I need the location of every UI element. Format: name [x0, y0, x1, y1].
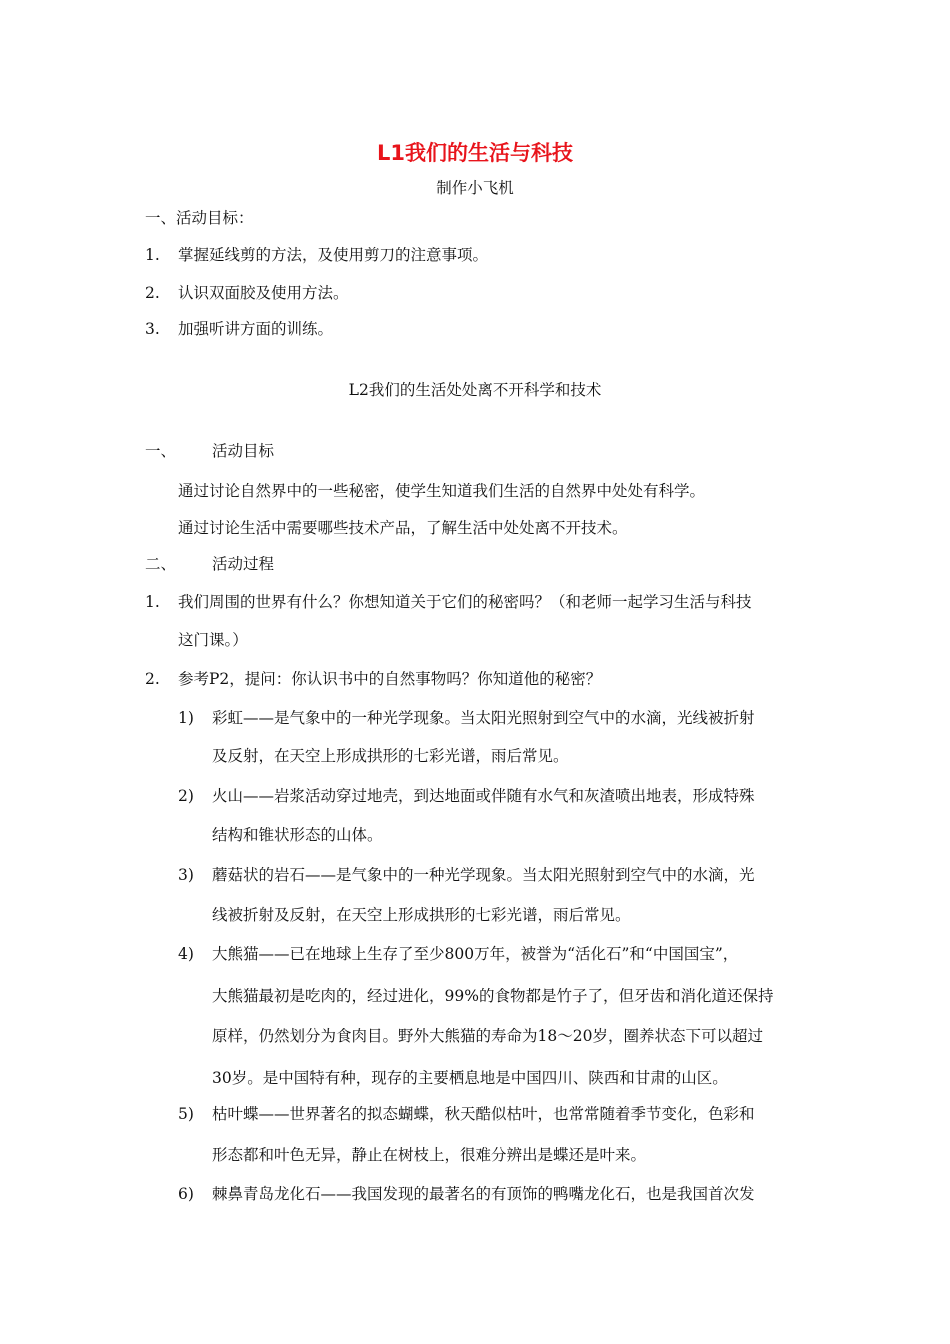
- section-heading: 活动过程: [212, 555, 275, 573]
- list-number: 2.: [145, 284, 160, 302]
- sublist-number: 5): [178, 1105, 194, 1123]
- section-number: 二、: [145, 555, 177, 573]
- list-item: 加强听讲方面的训练。: [178, 320, 334, 338]
- sublist-item-continuation: 大熊猫最初是吃肉的，经过进化，99%的食物都是竹子了，但牙齿和消化道还保持: [212, 987, 774, 1005]
- list-item: 掌握延线剪的方法，及使用剪刀的注意事项。: [178, 246, 489, 264]
- sublist-number: 4): [178, 945, 194, 963]
- paragraph: 通过讨论自然界中的一些秘密，使学生知道我们生活的自然界中处处有科学。: [178, 482, 706, 500]
- sublist-item: 枯叶蝶——世界著名的拟态蝴蝶，秋天酷似枯叶，也常常随着季节变化，色彩和: [212, 1105, 755, 1123]
- sublist-item-continuation: 原样，仍然划分为食肉目。野外大熊猫的寿命为18～20岁，圈养状态下可以超过: [212, 1027, 763, 1045]
- sublist-item-continuation: 形态都和叶色无异，静止在树枝上，很难分辨出是蝶还是叶来。: [212, 1146, 647, 1164]
- sublist-item-continuation: 30岁。是中国特有种，现存的主要栖息地是中国四川、陕西和甘肃的山区。: [212, 1069, 728, 1087]
- section-number: 一、: [145, 442, 177, 460]
- lesson-title: L2我们的生活处处离不开科学和技术: [348, 381, 602, 399]
- sublist-item: 大熊猫——已在地球上生存了至少800万年，被誉为“活化石”和“中国国宝”，: [212, 945, 739, 963]
- subtitle: 制作小飞机: [436, 179, 514, 197]
- section-heading: 一、活动目标：: [145, 209, 254, 227]
- sublist-item: 棘鼻青岛龙化石——我国发现的最著名的有顶饰的鸭嘴龙化石，也是我国首次发: [212, 1185, 755, 1203]
- paragraph: 通过讨论生活中需要哪些技术产品，了解生活中处处离不开技术。: [178, 519, 628, 537]
- list-item: 参考P2，提问：你认识书中的自然事物吗？你知道他的秘密？: [178, 670, 602, 688]
- sublist-number: 6): [178, 1185, 194, 1203]
- list-item-continuation: 这门课。）: [178, 631, 248, 649]
- list-number: 1.: [145, 246, 160, 264]
- list-item: 认识双面胶及使用方法。: [178, 284, 349, 302]
- sublist-number: 1): [178, 709, 194, 727]
- page-title: L1我们的生活与科技: [377, 141, 573, 165]
- sublist-item-continuation: 线被折射及反射，在天空上形成拱形的七彩光谱，雨后常见。: [212, 906, 631, 924]
- list-number: 1.: [145, 593, 160, 611]
- sublist-item-continuation: 及反射，在天空上形成拱形的七彩光谱，雨后常见。: [212, 747, 569, 765]
- sublist-item-continuation: 结构和锥状形态的山体。: [212, 826, 383, 844]
- sublist-number: 3): [178, 866, 194, 884]
- sublist-item: 彩虹——是气象中的一种光学现象。当太阳光照射到空气中的水滴，光线被折射: [212, 709, 755, 727]
- list-number: 3.: [145, 320, 160, 338]
- list-number: 2.: [145, 670, 160, 688]
- sublist-item: 火山——岩浆活动穿过地壳，到达地面或伴随有水气和灰渣喷出地表，形成特殊: [212, 787, 755, 805]
- sublist-item: 蘑菇状的岩石——是气象中的一种光学现象。当太阳光照射到空气中的水滴，光: [212, 866, 755, 884]
- section-heading: 活动目标: [212, 442, 275, 460]
- list-item: 我们周围的世界有什么？你想知道关于它们的秘密吗？（和老师一起学习生活与科技: [178, 593, 752, 611]
- sublist-number: 2): [178, 787, 194, 805]
